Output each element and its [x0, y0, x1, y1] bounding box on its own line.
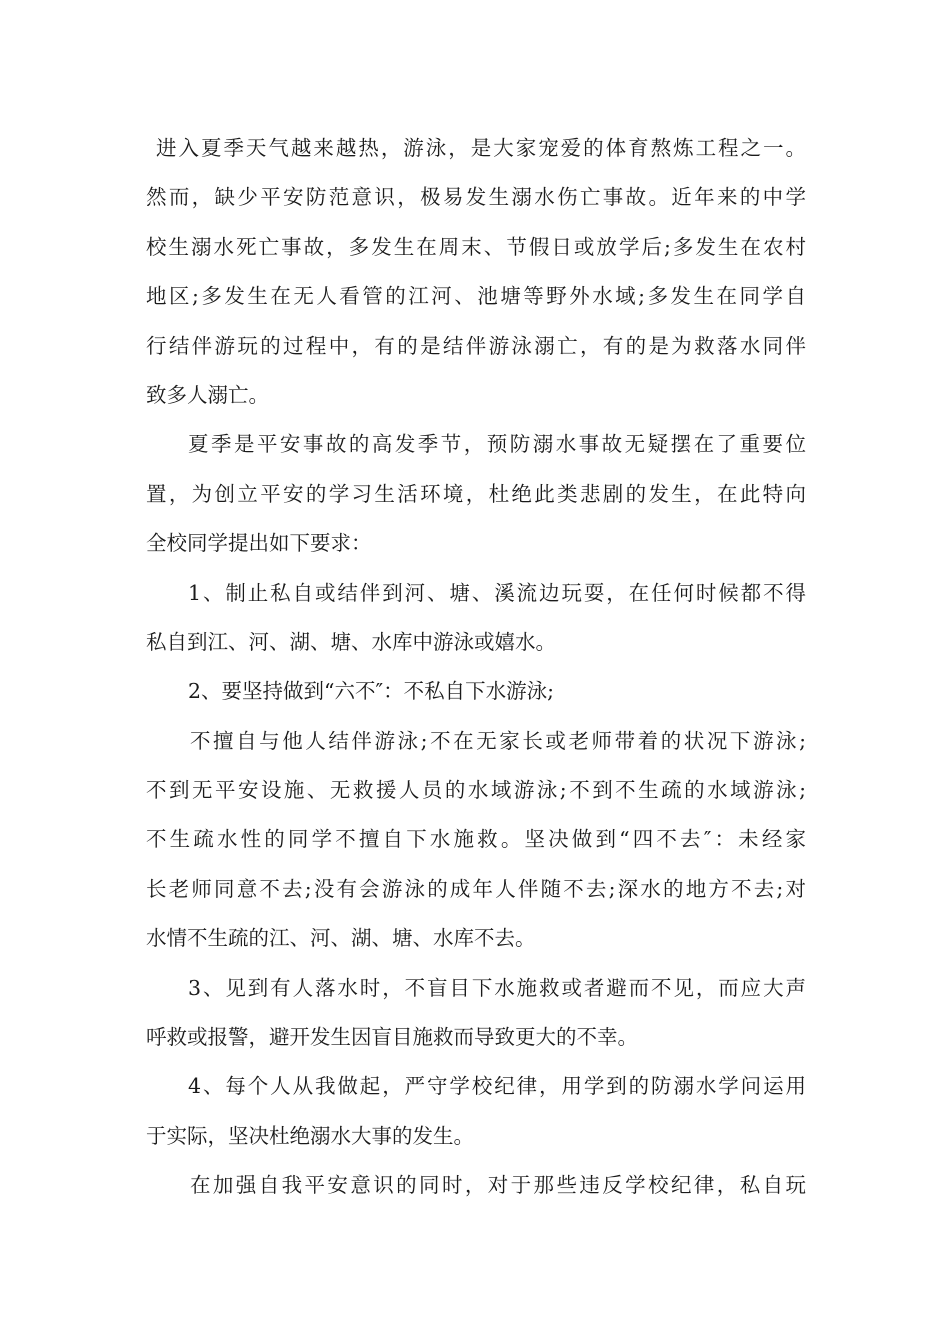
- text-line: 私自到江、河、湖、塘、水库中游泳或嬉水。: [146, 629, 556, 654]
- text-line: 致多人溺亡。: [146, 382, 269, 407]
- text-line: 不生疏水性的同学不擅自下水施救。坚决做到“四不去″：未经家: [146, 827, 806, 852]
- text-line: 进入夏季天气越来越热，游泳，是大家宠爱的体育熬炼工程之一。: [156, 136, 806, 160]
- text-line: 在加强自我平安意识的同时，对于那些违反学校纪律，私自玩: [190, 1173, 806, 1198]
- text-line: 不到无平安设施、无救援人员的水域游泳;不到不生疏的水域游泳;: [146, 778, 806, 803]
- text-line: 2、要坚持做到“六不″：不私自下水游泳;: [188, 679, 555, 704]
- text-line: 4、每个人从我做起，严守学校纪律，用学到的防溺水学问运用: [188, 1074, 806, 1099]
- text-line: 行结伴游玩的过程中，有的是结伴游泳溺亡，有的是为救落水同伴: [146, 333, 806, 358]
- text-line: 校生溺水死亡事故，多发生在周末、节假日或放学后;多发生在农村: [146, 234, 806, 259]
- text-line: 置，为创立平安的学习生活环境，杜绝此类悲剧的发生，在此特向: [146, 481, 806, 506]
- text-line: 水情不生疏的江、河、湖、塘、水库不去。: [146, 926, 536, 951]
- text-line: 呼救或报警，避开发生因盲目施救而导致更大的不幸。: [146, 1025, 638, 1050]
- document-body: [146, 124, 806, 1211]
- text-line: 全校同学提出如下要求：: [146, 531, 372, 556]
- text-line: 夏季是平安事故的高发季节，预防溺水事故无疑摆在了重要位: [188, 432, 806, 457]
- text-line: 长老师同意不去;没有会游泳的成年人伴随不去;深水的地方不去;对: [146, 876, 806, 901]
- text-line: 不擅自与他人结伴游泳;不在无家长或老师带着的状况下游泳;: [190, 728, 806, 753]
- text-line: 于实际，坚决杜绝溺水大事的发生。: [146, 1123, 474, 1148]
- text-line: 3、见到有人落水时，不盲目下水施救或者避而不见，而应大声: [188, 975, 806, 1000]
- text-line: 地区;多发生在无人看管的江河、池塘等野外水域;多发生在同学自: [146, 284, 806, 309]
- text-line: 1、制止私自或结伴到河、塘、溪流边玩耍，在任何时候都不得: [188, 580, 806, 605]
- text-line: 然而，缺少平安防范意识，极易发生溺水伤亡事故。近年来的中学: [146, 185, 806, 210]
